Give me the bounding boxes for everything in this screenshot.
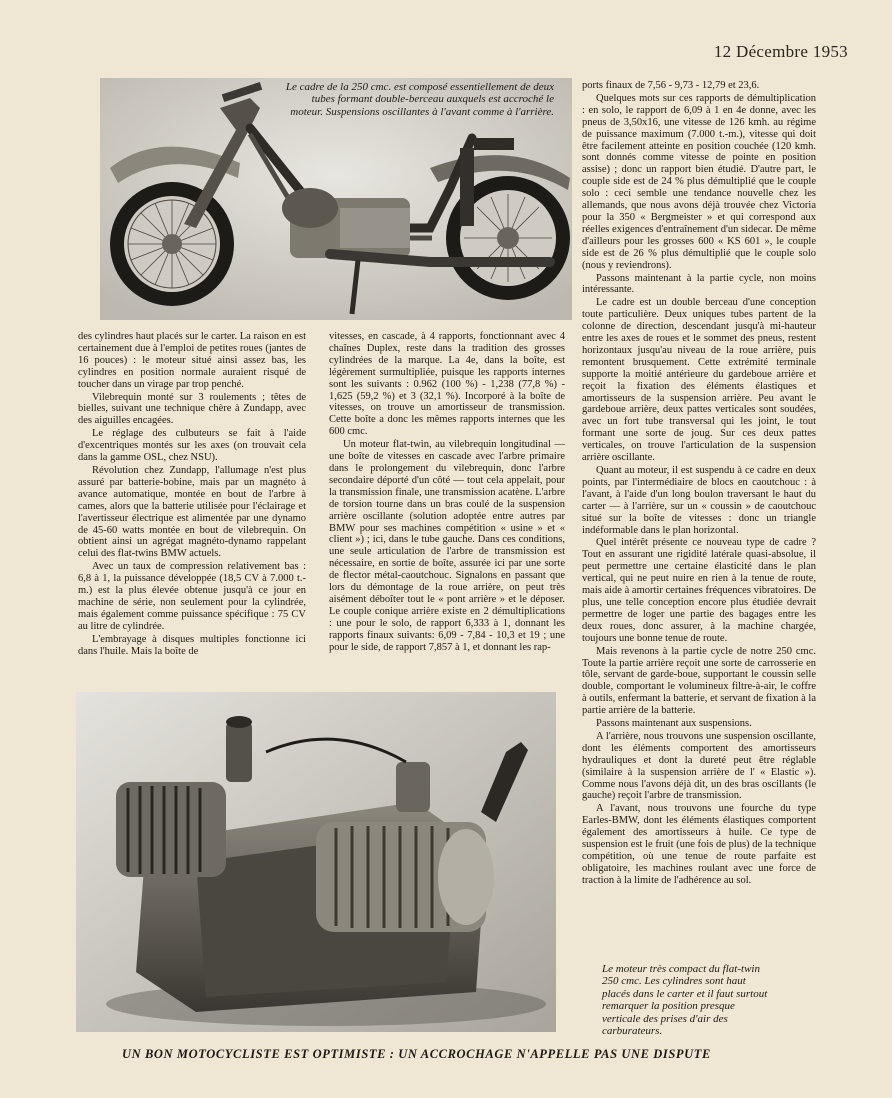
col3-paragraph: A l'arrière, nous trouvons une suspension oscillante, dont les éléments comportent des amortisseurs hydrauliques et dont la dureté peut être réglable (similaire à la suspension arrière de l' « Elastic »). Comme nous l'avons déjà dit, un des bras oscillants (le gauche) reçoit l'arbre de transmission.: [582, 730, 816, 802]
col3-paragraph: Quel intérêt présente ce nouveau type de cadre ? Tout en assurant une rigidité latérale quasi-absolue, il peut permettre une certaine élasticité dans le plan vertical, qui ne peut nuire en rien à la tenue de route, mais aide à amortir certaines fréquences vibratoires. De plus, une telle conception encore plus étudiée devrait permettre de loger une partie des bagages entre les deux roues, donc assurer, à la machine chargée, toujours une bonne tenue de route.: [582, 537, 816, 644]
col1-paragraph: Vilebrequin monté sur 3 roulements ; têtes de bielles, suivant une technique chère à Zundapp, avec des aiguilles encagées.: [78, 391, 306, 427]
col2-paragraph: vitesses, en cascade, à 4 rapports, fonctionnant avec 4 chaînes Duplex, reste dans la tradition des grosses cylindrées de la marque. La 4e, dans la boîte, est légèrement surmultipliée, puisque les rapports internes sont les suivants : 0.962 (100 %) - 1,238 (77,8 %) - 1,625 (59,2 %) et 3 (32,1 %). Incorporé à la boîte de vitesses, on trouve un amortisseur de transmission. Cette boîte a donc les mêmes rapports internes que les 600 cmc.: [329, 331, 565, 438]
col3-paragraph: Passons maintenant à la partie cycle, non moins intéressante.: [582, 272, 816, 296]
col1-paragraph: Le réglage des culbuteurs se fait à l'aide d'excentriques montés sur les axes (on trouvait cela dans la gamme OSL, chez NSU).: [78, 428, 306, 464]
col3-paragraph: Le cadre est un double berceau d'une conception toute particulière. Deux uniques tubes partent de la colonne de direction, descendant jusqu'à mi-hauteur entre les axes de roues et le sommet des pneus, restent horizontaux jusqu'au niveau de la roue arrière, puis remontent brusquement. Cette extrémité terminale supporte la moitié antérieure du gardeboue arrière et reçoit la fixation des éléments élastiques et amortisseurs de la suspension arrière. Peu avant le gardeboue arrière, deux pattes verticales sont soudées, avec un fort tube transversal qui les joint, le tout formant une sorte de joug. Sur ces deux pattes verticales, on trouve l'articulation de la suspension arrière oscillante.: [582, 297, 816, 464]
col2-paragraph: Un moteur flat-twin, au vilebrequin longitudinal — une boîte de vitesses en cascade avec l'arbre primaire dans le prolongement du vilebrequin, donc l'arbre secondaire déporté d'un côté — tout cela appelait, pour la transmission finale, une transmission acatène. L'arbre de torsion tourne dans un bras coulé de la suspension arrière oscillante (solution adoptée entre autres par BMW pour ses machines compétition « usine » et « client ») ; ici, dans le tube gauche. Dans ces conditions, une seule articulation de l'arbre de transmission est nécessaire, en sortie de boîte, assurée ici par une sorte de flector métal-caoutchouc. Signalons en passant que lors du démontage de la roue arrière, on peut très aisément déboîter tout le « pont arrière » et le déposer. Le couple conique arrière existe en 2 démultiplications : une pour le solo, de rapport 6,333 à 1, donnant les rapports finaux suivants: 6,09 - 7,84 - 10,3 et 19 ; une pour le side, de rapport 7,857 à 1, et donnant les rap-: [329, 439, 565, 653]
engine-illustration: [76, 692, 556, 1032]
article-column-3: [582, 80, 816, 887]
engine-photo: [76, 692, 556, 1032]
col3-paragraph: Passons maintenant aux suspensions.: [596, 718, 752, 730]
col1-paragraph: L'embrayage à disques multiples fonctionne ici dans l'huile. Mais la boîte de: [78, 633, 306, 657]
col3-paragraph: ports finaux de 7,56 - 9,73 - 12,79 et 23,6.: [582, 80, 760, 91]
footer-slogan: UN BON MOTOCYCLISTE EST OPTIMISTE : UN ACCROCHAGE N'APPELLE PAS UNE DISPUTE: [122, 1047, 711, 1061]
article-column-1: [78, 331, 306, 657]
col3-paragraph: Quant au moteur, il est suspendu à ce cadre en deux points, par l'intermédiaire de blocs en caoutchouc : à l'avant, à l'aide d'un long boulon traversant le haut du carter — à l'arrière, sur un « coussin » de caoutchouc situé sur la boîte de vitesses : donc un triangle indéformable dans le plan horizontal.: [582, 465, 816, 536]
engine-photo-caption: Le moteur très compact du flat-twin 250 cmc. Les cylindres sont haut placés dans le carter et il faut surtout remarquer la position presque verticale des prises d'air des carburateurs.: [602, 963, 768, 1038]
col1-paragraph: des cylindres haut placés sur le carter. La raison en est certainement due à l'emploi de petites roues (jantes de 16 pouces) : le moteur situé ainsi assez bas, les cylindres en position normale auraient risqué de toucher dans un virage par trop penché.: [78, 331, 306, 390]
frame-photo-caption: Le cadre de la 250 cmc. est composé essentiellement de deux tubes formant double-berceau auxquels est accroché le moteur. Suspensions oscillantes à l'avant comme à l'arrière.: [285, 81, 554, 118]
col1-paragraph: Révolution chez Zundapp, l'allumage n'est plus assuré par batterie-bobine, mais par un magnéto à avance automatique, montée en bout de l'arbre à cames, alors que la batterie utilisée pour l'éclairage et l'avertisseur électrique est alimentée par une dynamo de 45-60 watts montée en bout de vilebrequin. On obtient ainsi un agrégat magnéto-dynamo rappelant celui des flat-twins BMW actuels.: [78, 464, 306, 560]
col3-paragraph: A l'avant, nous trouvons une fourche du type Earles-BMW, dont les éléments élastiques comportent également des amortisseurs à huile. Ce type de suspension est le fruit (une fois de plus) de la technique compétition, où une tenue de route parfaite est obligatoire, les machines roulant avec une force de traction à la limite de l'adhérence au sol.: [582, 803, 816, 886]
article-column-2: [329, 331, 565, 653]
page-date: 12 Décembre 1953: [713, 42, 848, 61]
col3-paragraph: Mais revenons à la partie cycle de notre 250 cmc. Toute la partie arrière reçoit une sorte de carrosserie en tôle, servant de garde-boue, supportant le coussin selle double, comportant le volumineux filtre-à-air, le coffre à outils, enfermant la batterie, et servant de fixation à la partie arrière de la batterie.: [582, 645, 816, 717]
col3-paragraph: Quelques mots sur ces rapports de démultiplication : en solo, le rapport de 6,09 à 1 en 4e donne, avec les pneus de 3,50x16, une vitesse de 126 kmh. au régime de puissance maximum (7.000 t.-m.), vitesse qui doit être facilement atteinte en position couchée (120 kmh. sont donnés comme vitesse de pointe en position assise) ; donc un rapport bien étudié. D'autre part, le couple side est de 24 % plus démultiplié que le couple solo : ceci semble une tendance nouvelle chez les allemands, que nous avons déjà trouvée chez Victoria pour la 350 « Bergmeister » et qui correspond aux réelles exigences d'entraînement d'un sidecar. De même d'ailleurs pour les grosses 600 « KS 601 », le couple side est de 26 % plus démultiplié que le couple solo (nous y reviendrons).: [582, 92, 816, 271]
col1-paragraph: Avec un taux de compression relativement bas : 6,8 à 1, la puissance développée (18,5 CV à 7.000 t.-m.) est la plus élevée obtenue jusqu'à ce jour en machine de série, non seulement pour la cylindrée, mais également comme puissance spécifique : 75 CV au litre de cylindrée.: [78, 561, 306, 632]
